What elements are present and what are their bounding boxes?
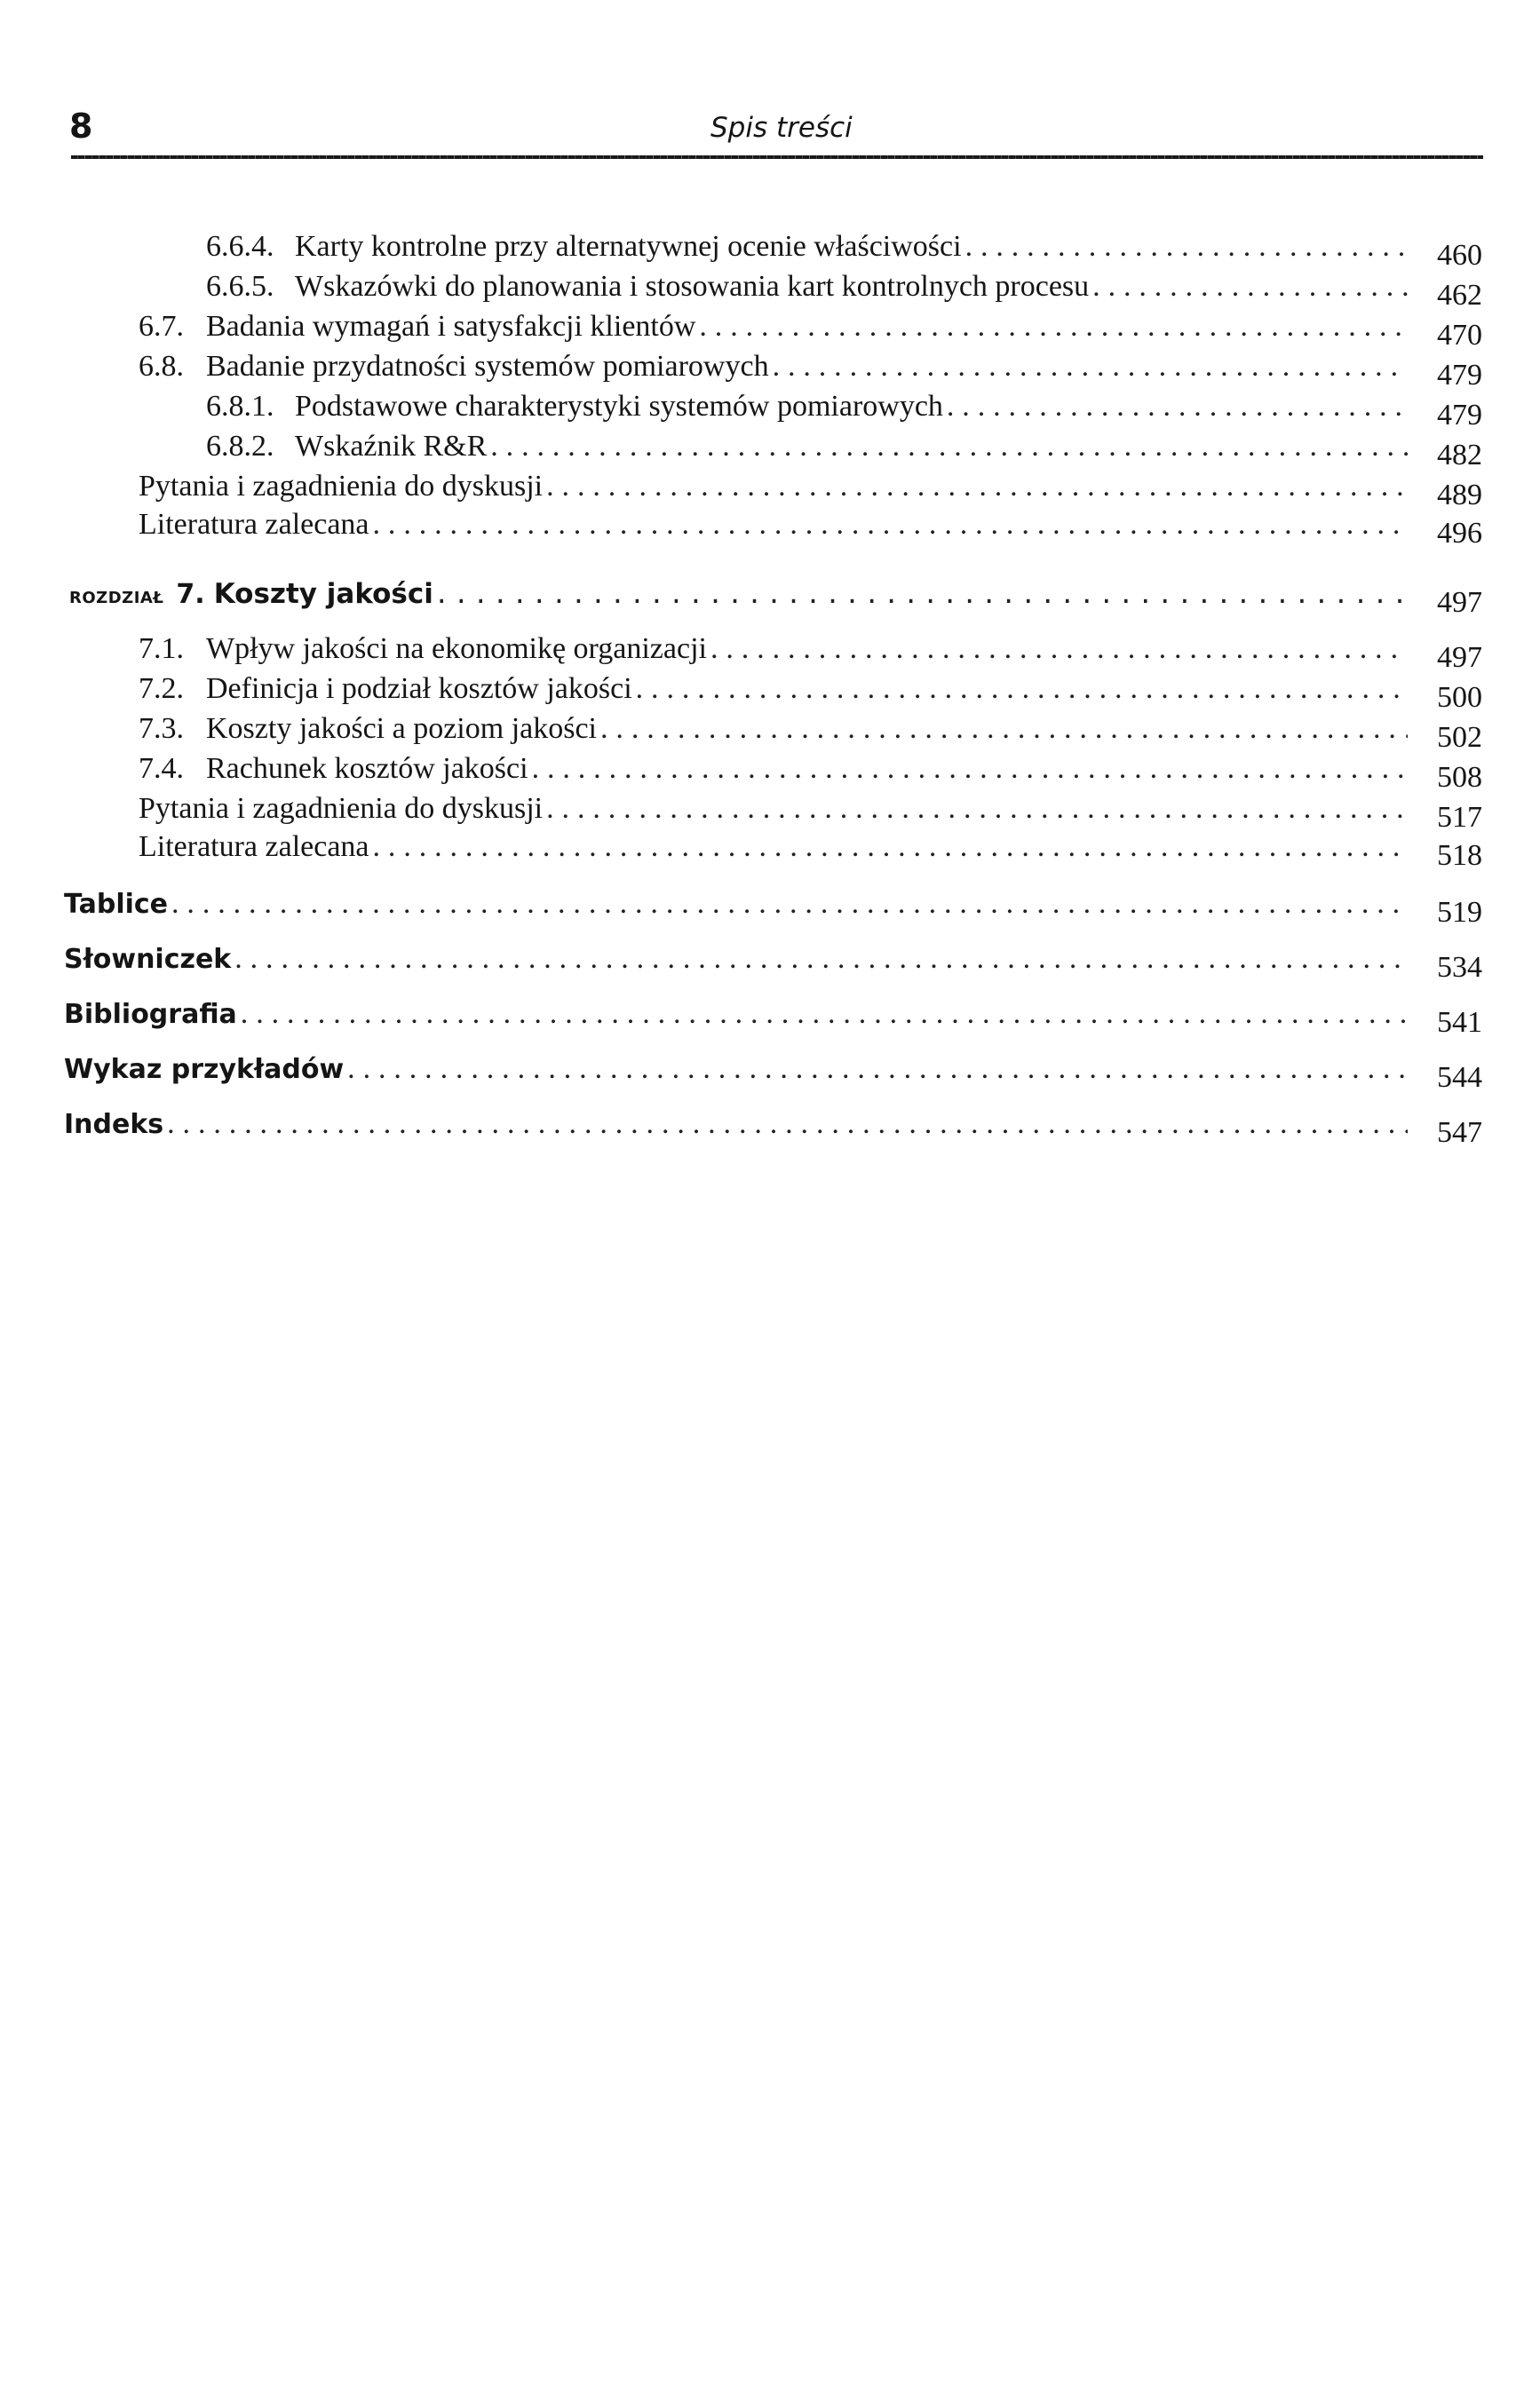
- toc-entry-page: 508: [1437, 761, 1482, 794]
- toc-backmatter-wykaz-przykladow[interactable]: [64, 1049, 1482, 1094]
- toc-entry-title: Badania wymagań i satysfakcji klientów: [206, 310, 696, 343]
- toc-entry-page: 534: [1437, 951, 1482, 984]
- toc-entry-title: Słowniczek: [64, 944, 232, 975]
- toc-entry-number: 7.2.: [139, 672, 184, 705]
- running-title: Spis treści: [710, 112, 853, 144]
- toc-entry-page: 500: [1437, 681, 1482, 714]
- toc-entry-number: 6.6.5.: [206, 270, 274, 303]
- dot-leader: [947, 386, 1408, 427]
- toc-entry-number: 7.3.: [139, 712, 184, 745]
- dot-leader: [373, 827, 1408, 867]
- toc-backmatter-tablice[interactable]: [64, 883, 1482, 929]
- toc-entry-title: Badanie przydatności systemów pomiarowych: [206, 350, 769, 383]
- toc-chapter-7[interactable]: [69, 573, 1482, 619]
- toc-entry-page: 541: [1437, 1006, 1482, 1039]
- dot-leader: [437, 573, 1408, 614]
- toc-entry-7-3[interactable]: [139, 709, 1482, 754]
- toc-entry-page: 460: [1437, 239, 1482, 272]
- dot-leader: [546, 788, 1408, 829]
- dot-leader: [373, 504, 1408, 545]
- toc-entry-number: 6.8.: [139, 350, 184, 383]
- toc-backmatter-bibliografia[interactable]: [64, 994, 1482, 1039]
- chapter-number: 7.: [176, 579, 205, 610]
- toc-entry-7-1[interactable]: [139, 629, 1482, 674]
- toc-entry-page: 517: [1437, 801, 1482, 834]
- toc-entry-page: 497: [1437, 641, 1482, 674]
- toc-entry-title: Pytania i zagadnienia do dyskusji: [139, 792, 544, 825]
- toc-entry-title: Tablice: [64, 889, 169, 920]
- toc-entry-page: 497: [1437, 586, 1482, 619]
- toc-entry-page: 502: [1437, 721, 1482, 754]
- dot-leader: [965, 226, 1408, 267]
- dot-leader: [710, 629, 1408, 669]
- toc-entry-number: 7.1.: [139, 632, 184, 665]
- toc-entry-title: Literatura zalecana: [139, 508, 369, 541]
- dot-leader: [1092, 266, 1408, 307]
- dot-leader: [532, 749, 1408, 789]
- toc-entry-page: 518: [1437, 839, 1482, 872]
- toc-entry-number: 6.8.1.: [206, 390, 274, 423]
- toc-entry-number: 6.6.4.: [206, 230, 274, 263]
- dot-leader: [490, 426, 1408, 467]
- toc-entry-title: Rachunek kosztów jakości: [206, 752, 528, 785]
- toc-entry-number: 7.4.: [139, 752, 184, 785]
- toc-entry-questions-6[interactable]: [139, 466, 1482, 511]
- toc-entry-title: Pytania i zagadnienia do dyskusji: [139, 470, 544, 503]
- dot-leader: [347, 1049, 1408, 1089]
- toc-entry-page: 470: [1437, 319, 1482, 352]
- toc-entry-number: 6.8.2.: [206, 430, 274, 463]
- toc-entry-title: Bibliografia: [64, 999, 237, 1030]
- toc-entry-title: Literatura zalecana: [139, 830, 369, 863]
- toc-entry-6-6-5[interactable]: [206, 266, 1482, 312]
- toc-entry-6-7[interactable]: [139, 306, 1482, 352]
- toc-entry-title: Wykaz przykładów: [64, 1054, 345, 1085]
- toc-entry-page: 496: [1437, 517, 1482, 550]
- dot-leader: [167, 1104, 1408, 1145]
- toc-entry-6-8-2[interactable]: [206, 426, 1482, 471]
- toc-backmatter-indeks[interactable]: [64, 1104, 1482, 1149]
- toc-entry-title: Wskaźnik R&R: [295, 430, 488, 463]
- dot-leader: [636, 669, 1408, 709]
- toc-entry-title: Wskazówki do planowania i stosowania kart kontrolnych procesu: [295, 270, 1090, 303]
- toc-backmatter-slowniczek[interactable]: [64, 939, 1482, 984]
- chapter-title: Koszty jakości: [213, 578, 433, 610]
- toc-entry-title: Wpływ jakości na ekonomikę organizacji: [206, 632, 707, 665]
- toc-entry-7-4[interactable]: [139, 749, 1482, 794]
- toc-entry-page: 544: [1437, 1061, 1482, 1094]
- toc-entry-page: 462: [1437, 279, 1482, 312]
- dot-leader: [699, 306, 1408, 347]
- dot-leader: [171, 883, 1408, 924]
- toc-entry-number: 6.7.: [139, 310, 184, 343]
- toc-entry-page: 482: [1437, 439, 1482, 471]
- toc-entry-page: 489: [1437, 479, 1482, 511]
- chapter-kicker: ROZDZIAŁ: [69, 589, 164, 607]
- toc-entry-6-6-4[interactable]: [206, 226, 1482, 272]
- toc-entry-title: Koszty jakości a poziom jakości: [206, 712, 598, 745]
- toc-entry-6-8[interactable]: [139, 346, 1482, 392]
- toc-entry-title: Definicja i podział kosztów jakości: [206, 672, 632, 705]
- toc-entry-6-8-1[interactable]: [206, 386, 1482, 432]
- dot-leader: [773, 346, 1408, 387]
- toc-entry-title: Karty kontrolne przy alternatywnej ocenie właściwości: [295, 230, 962, 263]
- page-number: 8: [69, 107, 93, 146]
- dot-leader: [546, 466, 1408, 507]
- dot-leader: [241, 994, 1408, 1034]
- toc-entry-7-2[interactable]: [139, 669, 1482, 714]
- toc-entry-page: 479: [1437, 359, 1482, 392]
- dot-leader: [234, 939, 1408, 979]
- toc-entry-title: Podstawowe charakterystyki systemów pomiarowych: [295, 390, 943, 423]
- toc-entry-literature-6[interactable]: [139, 504, 1482, 550]
- toc-entry-page: 547: [1437, 1116, 1482, 1149]
- toc-entry-title: Indeks: [64, 1109, 164, 1140]
- toc-entry-questions-7[interactable]: [139, 788, 1482, 834]
- dot-leader: [600, 709, 1408, 749]
- toc-entry-literature-7[interactable]: [139, 827, 1482, 872]
- toc-entry-page: 519: [1437, 896, 1482, 929]
- toc-entry-page: 479: [1437, 399, 1482, 432]
